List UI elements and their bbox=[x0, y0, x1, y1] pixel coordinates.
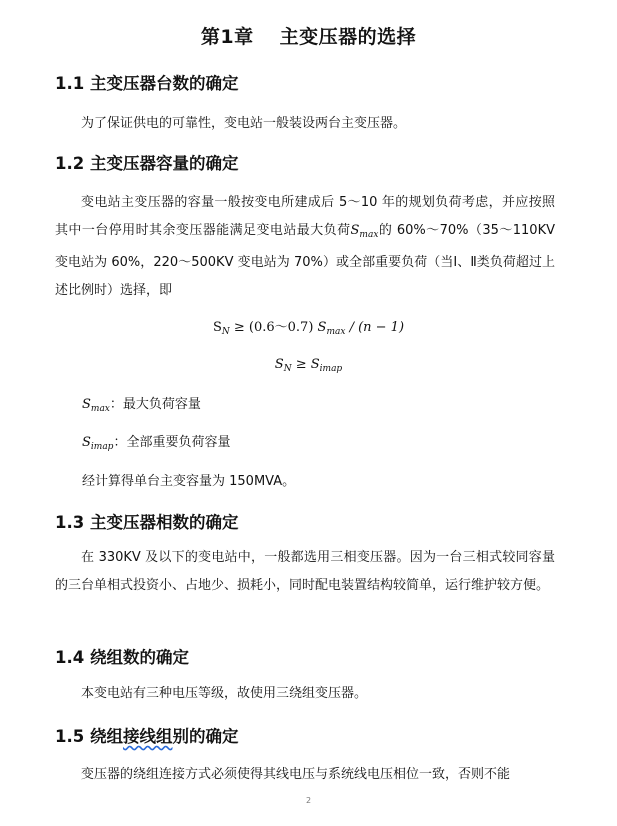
symbol-s-max: $S_{max}$ bbox=[350, 223, 379, 240]
section-1-5-paragraph: 变压器的绕组连接方式必须使得其线电压与系统线电压相位一致，否则不能 bbox=[81, 767, 511, 782]
calculation-result: 经计算得单台主变容量为 150MVA。 bbox=[82, 474, 296, 489]
section-heading-1-2: 1.2 主变压器容量的确定 bbox=[55, 154, 239, 173]
formula1-symbol: $S_{max}$ bbox=[317, 320, 346, 337]
definition-s-max bbox=[82, 393, 201, 414]
def2-symbol: $S_{imap}$ bbox=[82, 435, 114, 452]
paragraph-text-part-a: 变电站主变压器的容量一般按变电所建成后 5～10 年的规划负荷考虑，并应按照其中一台停用时其余变压器能满足变电站最大负荷 bbox=[55, 195, 556, 238]
def2-text: ：全部重要负荷容量 bbox=[113, 435, 231, 450]
def1-symbol: $S_{max}$ bbox=[82, 397, 110, 414]
definition-s-imap bbox=[82, 431, 230, 452]
section-heading-1-1: 1.1 主变压器台数的确定 bbox=[55, 74, 239, 93]
formula-capacity-ratio bbox=[0, 316, 617, 337]
formula1-tail: / (n − 1) bbox=[345, 320, 405, 335]
section-1-4-paragraph: 本变电站有三种电压等级，故使用三绕组变压器。 bbox=[81, 686, 368, 701]
formula2-op: ≥ bbox=[291, 357, 311, 372]
section-1-1-paragraph: 为了保证供电的可靠性，变电站一般装设两台主变压器。 bbox=[81, 116, 407, 131]
section-heading-1-5: 1.5 绕组接线组别的确定 bbox=[55, 727, 239, 746]
spellcheck-underline: 接线组 bbox=[122, 727, 173, 746]
chapter-number: 第1章 bbox=[200, 26, 254, 48]
section-heading-1-3: 1.3 主变压器相数的确定 bbox=[55, 513, 239, 532]
formula1-lhs: $S_N$ bbox=[212, 320, 230, 337]
section-1-2-paragraph bbox=[55, 189, 555, 305]
formula2-lhs: $S_N$ bbox=[274, 357, 292, 374]
chapter-title bbox=[0, 22, 617, 49]
paragraph-text-part-b: 的 60%～70%（35～110KV 变电站为 60%，220～500KV 变电站为 70%）或全部重要负荷（当Ⅰ、Ⅱ类负荷超过上述比例时）选择，即 bbox=[55, 223, 555, 298]
page-number: 2 bbox=[305, 796, 312, 805]
formula2-rhs: $S_{imap}$ bbox=[310, 357, 343, 374]
def1-text: ：最大负荷容量 bbox=[109, 397, 201, 412]
formula-important-load bbox=[0, 357, 617, 374]
section-1-3-paragraph: 在 330KV 及以下的变电站中，一般都选用三相变压器。因为一台三相式较同容量的三台单相式投资小、占地少、损耗小，同时配电装置结构较简单，运行维护较方便。 bbox=[55, 550, 555, 593]
section-heading-1-4: 1.4 绕组数的确定 bbox=[55, 648, 189, 667]
formula1-mid: ≥ (0.6～0.7) bbox=[229, 320, 318, 335]
chapter-title-text: 主变压器的选择 bbox=[279, 26, 417, 48]
